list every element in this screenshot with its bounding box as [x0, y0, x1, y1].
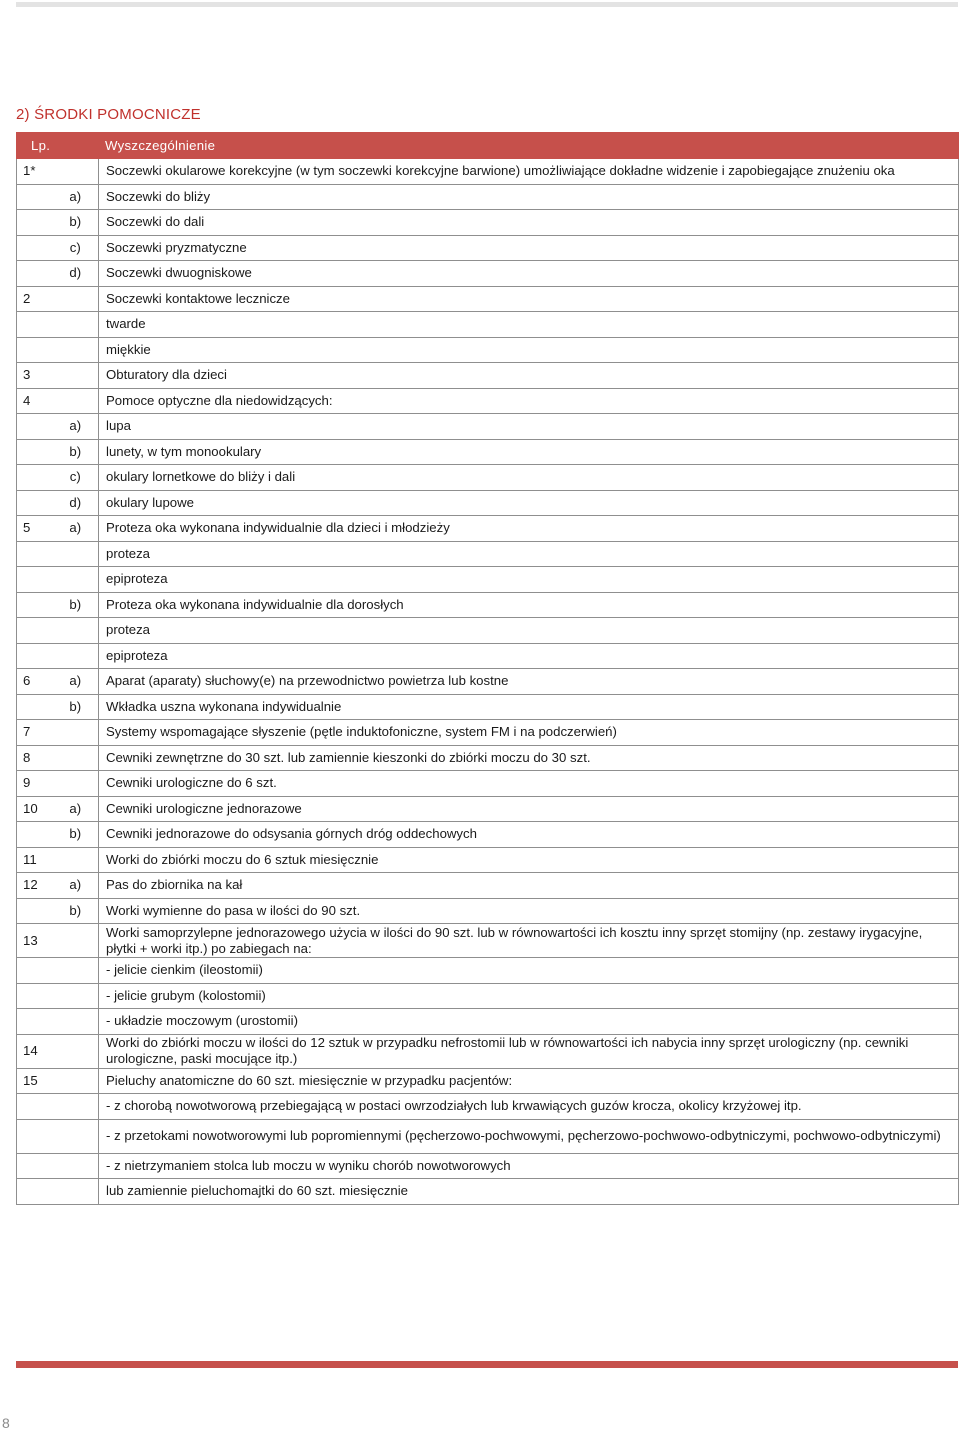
row-sub-cell [59, 924, 99, 958]
row-sub-cell [59, 1094, 99, 1120]
row-sub-cell: a) [59, 796, 99, 822]
row-description-cell: - z przetokami nowotworowymi lub popromiennymi (pęcherzowo-pochwowymi, pęcherzowo-pochwowo-odbytniczymi, pochwowo-odbytniczymi) [99, 1119, 959, 1153]
table-row [17, 516, 959, 542]
row-description-cell: epiproteza [99, 567, 959, 593]
row-sub-cell: c) [59, 465, 99, 491]
table-row [17, 439, 959, 465]
row-lp-cell [17, 337, 59, 363]
row-sub-cell: b) [59, 439, 99, 465]
table-row [17, 771, 959, 797]
row-sub-cell: b) [59, 822, 99, 848]
row-description-cell: - układzie moczowym (urostomii) [99, 1009, 959, 1035]
table-row [17, 1179, 959, 1205]
header-lp: Lp. [17, 133, 99, 159]
row-lp-cell [17, 541, 59, 567]
row-lp-cell [17, 694, 59, 720]
row-lp-cell: 6 [17, 669, 59, 695]
table-row [17, 235, 959, 261]
row-lp-cell: 7 [17, 720, 59, 746]
row-lp-cell: 12 [17, 873, 59, 899]
table-row [17, 286, 959, 312]
row-description-cell: - z nietrzymaniem stolca lub moczu w wyniku chorób nowotworowych [99, 1153, 959, 1179]
table-row [17, 414, 959, 440]
row-description-cell: Soczewki kontaktowe lecznicze [99, 286, 959, 312]
row-description-cell: Soczewki pryzmatyczne [99, 235, 959, 261]
row-sub-cell [59, 1153, 99, 1179]
table-body [17, 159, 959, 1205]
row-sub-cell [59, 1009, 99, 1035]
row-description-cell: proteza [99, 618, 959, 644]
table-row [17, 898, 959, 924]
table-row [17, 592, 959, 618]
row-sub-cell: a) [59, 184, 99, 210]
row-description-cell: Proteza oka wykonana indywidualnie dla dorosłych [99, 592, 959, 618]
table-row [17, 643, 959, 669]
row-lp-cell [17, 958, 59, 984]
row-lp-cell [17, 184, 59, 210]
row-description-cell: Pas do zbiornika na kał [99, 873, 959, 899]
row-lp-cell: 14 [17, 1034, 59, 1068]
row-sub-cell [59, 618, 99, 644]
table-row [17, 363, 959, 389]
table-row [17, 958, 959, 984]
aids-table-container [16, 132, 958, 1205]
table-row [17, 465, 959, 491]
row-sub-cell [59, 720, 99, 746]
row-description-cell: okulary lupowe [99, 490, 959, 516]
row-sub-cell [59, 159, 99, 185]
row-lp-cell: 13 [17, 924, 59, 958]
row-sub-cell [59, 312, 99, 338]
table-row [17, 669, 959, 695]
row-sub-cell: a) [59, 873, 99, 899]
row-lp-cell [17, 1179, 59, 1205]
row-lp-cell [17, 983, 59, 1009]
row-description-cell: - z chorobą nowotworową przebiegającą w postaci owrzodziałych lub krwawiących guzów krocza, okolicy krzyżowej itp. [99, 1094, 959, 1120]
row-sub-cell [59, 643, 99, 669]
row-lp-cell [17, 822, 59, 848]
header-item: Wyszczególnienie [99, 133, 959, 159]
row-sub-cell [59, 1179, 99, 1205]
row-sub-cell [59, 958, 99, 984]
table-row [17, 924, 959, 958]
row-sub-cell [59, 388, 99, 414]
row-lp-cell [17, 414, 59, 440]
row-lp-cell [17, 439, 59, 465]
row-description-cell: Soczewki do dali [99, 210, 959, 236]
row-lp-cell: 4 [17, 388, 59, 414]
table-row [17, 1153, 959, 1179]
row-sub-cell [59, 337, 99, 363]
table-row [17, 1009, 959, 1035]
row-description-cell: proteza [99, 541, 959, 567]
table-row [17, 796, 959, 822]
table-row [17, 337, 959, 363]
row-sub-cell [59, 1068, 99, 1094]
row-lp-cell: 5 [17, 516, 59, 542]
row-lp-cell [17, 898, 59, 924]
table-row [17, 847, 959, 873]
row-sub-cell [59, 363, 99, 389]
row-lp-cell [17, 210, 59, 236]
row-lp-cell [17, 312, 59, 338]
row-description-cell: Wkładka uszna wykonana indywidualnie [99, 694, 959, 720]
row-description-cell: Soczewki dwuogniskowe [99, 261, 959, 287]
row-lp-cell [17, 261, 59, 287]
row-description-cell: Worki do zbiórki moczu w ilości do 12 sztuk w przypadku nefrostomii lub w równowartości ich nabycia inny sprzęt urologiczny (np. cewniki urologiczne, paski mocujące itp.) [99, 1034, 959, 1068]
row-lp-cell [17, 618, 59, 644]
table-row [17, 184, 959, 210]
row-lp-cell: 8 [17, 745, 59, 771]
row-lp-cell [17, 643, 59, 669]
table-row [17, 822, 959, 848]
row-lp-cell: 10 [17, 796, 59, 822]
row-lp-cell [17, 1009, 59, 1035]
table-row [17, 618, 959, 644]
row-sub-cell [59, 1119, 99, 1153]
row-description-cell: Proteza oka wykonana indywidualnie dla dzieci i młodzieży [99, 516, 959, 542]
table-header-row [17, 133, 959, 159]
row-lp-cell: 15 [17, 1068, 59, 1094]
row-description-cell: Cewniki jednorazowe do odsysania górnych dróg oddechowych [99, 822, 959, 848]
row-sub-cell [59, 286, 99, 312]
section-heading: 2) ŚRODKI POMOCNICZE [16, 106, 201, 123]
row-description-cell: - jelicie grubym (kolostomii) [99, 983, 959, 1009]
table-row [17, 694, 959, 720]
table-row [17, 159, 959, 185]
row-sub-cell: b) [59, 898, 99, 924]
table-row [17, 1094, 959, 1120]
row-description-cell: Soczewki do bliży [99, 184, 959, 210]
row-sub-cell: d) [59, 490, 99, 516]
table-row [17, 567, 959, 593]
row-description-cell: Worki wymienne do pasa w ilości do 90 szt. [99, 898, 959, 924]
row-sub-cell [59, 541, 99, 567]
row-sub-cell: b) [59, 210, 99, 236]
table-row [17, 983, 959, 1009]
row-sub-cell [59, 983, 99, 1009]
table-row [17, 720, 959, 746]
row-sub-cell: d) [59, 261, 99, 287]
top-rule [16, 2, 958, 7]
row-lp-cell [17, 1119, 59, 1153]
row-description-cell: twarde [99, 312, 959, 338]
row-lp-cell [17, 567, 59, 593]
row-sub-cell: a) [59, 414, 99, 440]
row-description-cell: Obturatory dla dzieci [99, 363, 959, 389]
row-lp-cell [17, 235, 59, 261]
row-description-cell: Systemy wspomagające słyszenie (pętle induktofoniczne, system FM i na podczerwień) [99, 720, 959, 746]
row-lp-cell [17, 1094, 59, 1120]
row-description-cell: okulary lornetkowe do bliży i dali [99, 465, 959, 491]
table-row [17, 1119, 959, 1153]
row-description-cell: Pomoce optyczne dla niedowidzących: [99, 388, 959, 414]
row-sub-cell: a) [59, 669, 99, 695]
row-description-cell: Aparat (aparaty) słuchowy(e) na przewodnictwo powietrza lub kostne [99, 669, 959, 695]
row-description-cell: lupa [99, 414, 959, 440]
row-lp-cell [17, 592, 59, 618]
table-row [17, 261, 959, 287]
row-description-cell: Soczewki okularowe korekcyjne (w tym soczewki korekcyjne barwione) umożliwiające dokładne widzenie i zapobiegające znużeniu oka [99, 159, 959, 185]
row-lp-cell [17, 1153, 59, 1179]
row-description-cell: miękkie [99, 337, 959, 363]
table-row [17, 541, 959, 567]
row-description-cell: Worki do zbiórki moczu do 6 sztuk miesięcznie [99, 847, 959, 873]
row-description-cell: lub zamiennie pieluchomajtki do 60 szt. miesięcznie [99, 1179, 959, 1205]
row-lp-cell: 9 [17, 771, 59, 797]
row-lp-cell: 1* [17, 159, 59, 185]
table-row [17, 1034, 959, 1068]
row-sub-cell: b) [59, 694, 99, 720]
row-description-cell: epiproteza [99, 643, 959, 669]
table-row [17, 745, 959, 771]
row-sub-cell [59, 567, 99, 593]
row-sub-cell [59, 771, 99, 797]
row-sub-cell [59, 1034, 99, 1068]
table-row [17, 210, 959, 236]
table-row [17, 388, 959, 414]
bottom-rule [16, 1361, 958, 1368]
row-description-cell: Worki samoprzylepne jednorazowego użycia w ilości do 90 szt. lub w równowartości ich kosztu inny sprzęt stomijny (np. zestawy irygacyjne, płytki + worki itp.) po zabiegach na: [99, 924, 959, 958]
row-sub-cell: b) [59, 592, 99, 618]
table-row [17, 312, 959, 338]
table-row [17, 490, 959, 516]
page-number: 8 [2, 1415, 10, 1431]
row-sub-cell [59, 745, 99, 771]
table-row [17, 1068, 959, 1094]
row-description-cell: Pieluchy anatomiczne do 60 szt. miesięcznie w przypadku pacjentów: [99, 1068, 959, 1094]
row-description-cell: Cewniki urologiczne jednorazowe [99, 796, 959, 822]
row-sub-cell: c) [59, 235, 99, 261]
row-lp-cell: 11 [17, 847, 59, 873]
row-description-cell: - jelicie cienkim (ileostomii) [99, 958, 959, 984]
aids-table [16, 132, 959, 1205]
row-description-cell: Cewniki zewnętrzne do 30 szt. lub zamiennie kieszonki do zbiórki moczu do 30 szt. [99, 745, 959, 771]
row-lp-cell: 3 [17, 363, 59, 389]
row-lp-cell [17, 490, 59, 516]
row-lp-cell: 2 [17, 286, 59, 312]
row-sub-cell: a) [59, 516, 99, 542]
row-sub-cell [59, 847, 99, 873]
row-description-cell: Cewniki urologiczne do 6 szt. [99, 771, 959, 797]
table-row [17, 873, 959, 899]
row-lp-cell [17, 465, 59, 491]
row-description-cell: lunety, w tym monookulary [99, 439, 959, 465]
